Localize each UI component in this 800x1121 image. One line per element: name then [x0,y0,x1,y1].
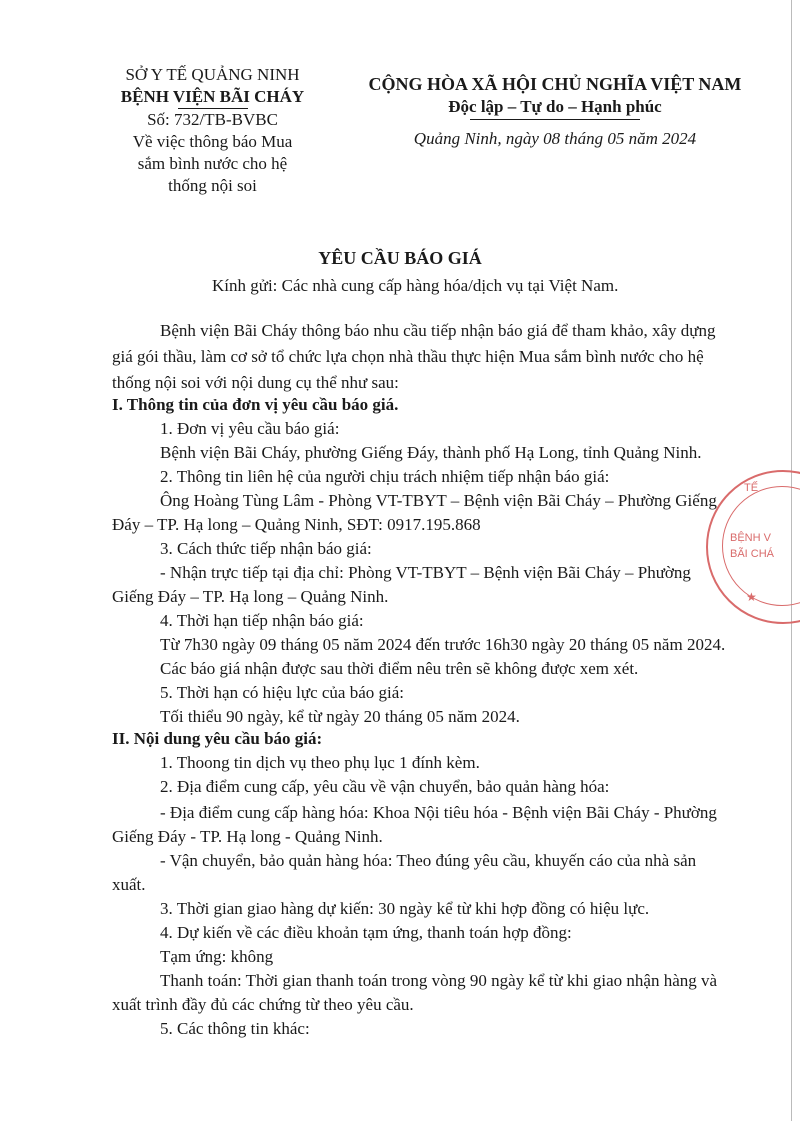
s2-line: 5. Các thông tin khác: [160,1019,310,1038]
s1-line: Ông Hoàng Tùng Lâm - Phòng VT-TBYT – Bệnh viện Bãi Cháy – Phường Giếng [160,491,717,510]
org-name: SỞ Y TẾ QUẢNG NINH [125,65,300,84]
s1-line: - Nhận trực tiếp tại địa chỉ: Phòng VT-TBYT – Bệnh viện Bãi Cháy – Phường [160,563,691,582]
s2-line: 4. Dự kiến về các điều khoản tạm ứng, thanh toán hợp đồng: [160,923,572,942]
nation-title: CỘNG HÒA XÃ HỘI CHỦ NGHĨA VIỆT NAM [368,74,742,94]
header-left [95,64,330,197]
s2-line: xuất. [112,875,146,894]
page-title: YÊU CẦU BÁO GIÁ [318,248,482,268]
s1-line: Từ 7h30 ngày 09 tháng 05 năm 2024 đến trước 16h30 ngày 20 tháng 05 năm 2024. [160,635,726,654]
s2-line: Giếng Đáy - TP. Hạ long - Quảng Ninh. [112,827,383,846]
s2-line: 1. Thoong tin dịch vụ theo phụ lục 1 đính kèm. [160,753,480,772]
motto-underline [470,119,640,120]
s1-line: 5. Thời hạn có hiệu lực của báo giá: [160,683,405,702]
section1-heading: I. Thông tin của đơn vị yêu cầu báo giá. [112,395,399,414]
s1-line: Đáy – TP. Hạ long – Quảng Ninh, SĐT: 0917.195.868 [112,515,481,534]
section2-heading: II. Nội dung yêu cầu báo giá: [112,729,323,748]
stamp-text-1: BỆNH V [730,532,771,544]
official-stamp [706,470,800,624]
s2-line: - Địa điểm cung cấp hàng hóa: Khoa Nội tiêu hóa - Bệnh viện Bãi Cháy - Phường [160,803,717,822]
recipient-line: Kính gửi: Các nhà cung cấp hàng hóa/dịch vụ tại Việt Nam. [212,276,619,295]
stamp-text-2: BÃI CHÁ [730,548,775,560]
subject-line-1: Về việc thông báo Mua [132,132,293,151]
s1-line: Các báo giá nhận được sau thời điểm nêu trên sẽ không được xem xét. [160,659,639,678]
s2-line: - Vận chuyển, bảo quản hàng hóa: Theo đúng yêu cầu, khuyến cáo của nhà sản [160,851,697,870]
s2-line: 2. Địa điểm cung cấp, yêu cầu về vận chuyển, bảo quản hàng hóa: [160,777,610,796]
doc-date: Quảng Ninh, ngày 08 tháng 05 năm 2024 [413,129,697,148]
motto: Độc lập – Tự do – Hạnh phúc [448,97,662,116]
s1-line: Tối thiểu 90 ngày, kể từ ngày 20 tháng 05 năm 2024. [160,707,520,726]
s2-line: xuất trình đầy đủ các chứng từ theo yêu cầu. [112,995,414,1014]
stamp-star-icon: ★ [746,590,757,604]
header-right [350,72,760,150]
s1-line: Giếng Đáy – TP. Hạ long – Quảng Ninh. [112,587,389,606]
s1-line: Bệnh viện Bãi Cháy, phường Giếng Đáy, thành phố Hạ Long, tỉnh Quảng Ninh. [160,443,702,462]
intro-line-2: giá gói thầu, làm cơ sở tổ chức lựa chọn nhà thầu thực hiện Mua sắm bình nước cho hệ [112,347,704,366]
s1-line: 3. Cách thức tiếp nhận báo giá: [160,539,372,558]
subject-line-2: sắm bình nước cho hệ [137,154,288,173]
stamp-top-text: TẾ [744,482,759,494]
s2-line: Tạm ứng: không [160,947,274,966]
intro-line-3: thống nội soi với nội dung cụ thể như sau: [112,373,399,392]
s1-line: 2. Thông tin liên hệ của người chịu trách nhiệm tiếp nhận báo giá: [160,467,610,486]
intro-line-1: Bệnh viện Bãi Cháy thông báo nhu cầu tiếp nhận báo giá để tham khảo, xây dựng [160,321,716,340]
s2-line: Thanh toán: Thời gian thanh toán trong vòng 90 ngày kể từ khi giao nhận hàng và [160,971,718,990]
s1-line: 4. Thời hạn tiếp nhận báo giá: [160,611,364,630]
stamp-inner-ring [722,486,800,606]
subject-line-3: thống nội soi [168,176,257,195]
s2-line: 3. Thời gian giao hàng dự kiến: 30 ngày kể từ khi hợp đồng có hiệu lực. [160,899,650,918]
hospital-name: BỆNH VIỆN BÃI CHÁY [120,87,305,106]
doc-number: Số: 732/TB-BVBC [147,110,278,129]
s1-line: 1. Đơn vị yêu cầu báo giá: [160,419,340,438]
